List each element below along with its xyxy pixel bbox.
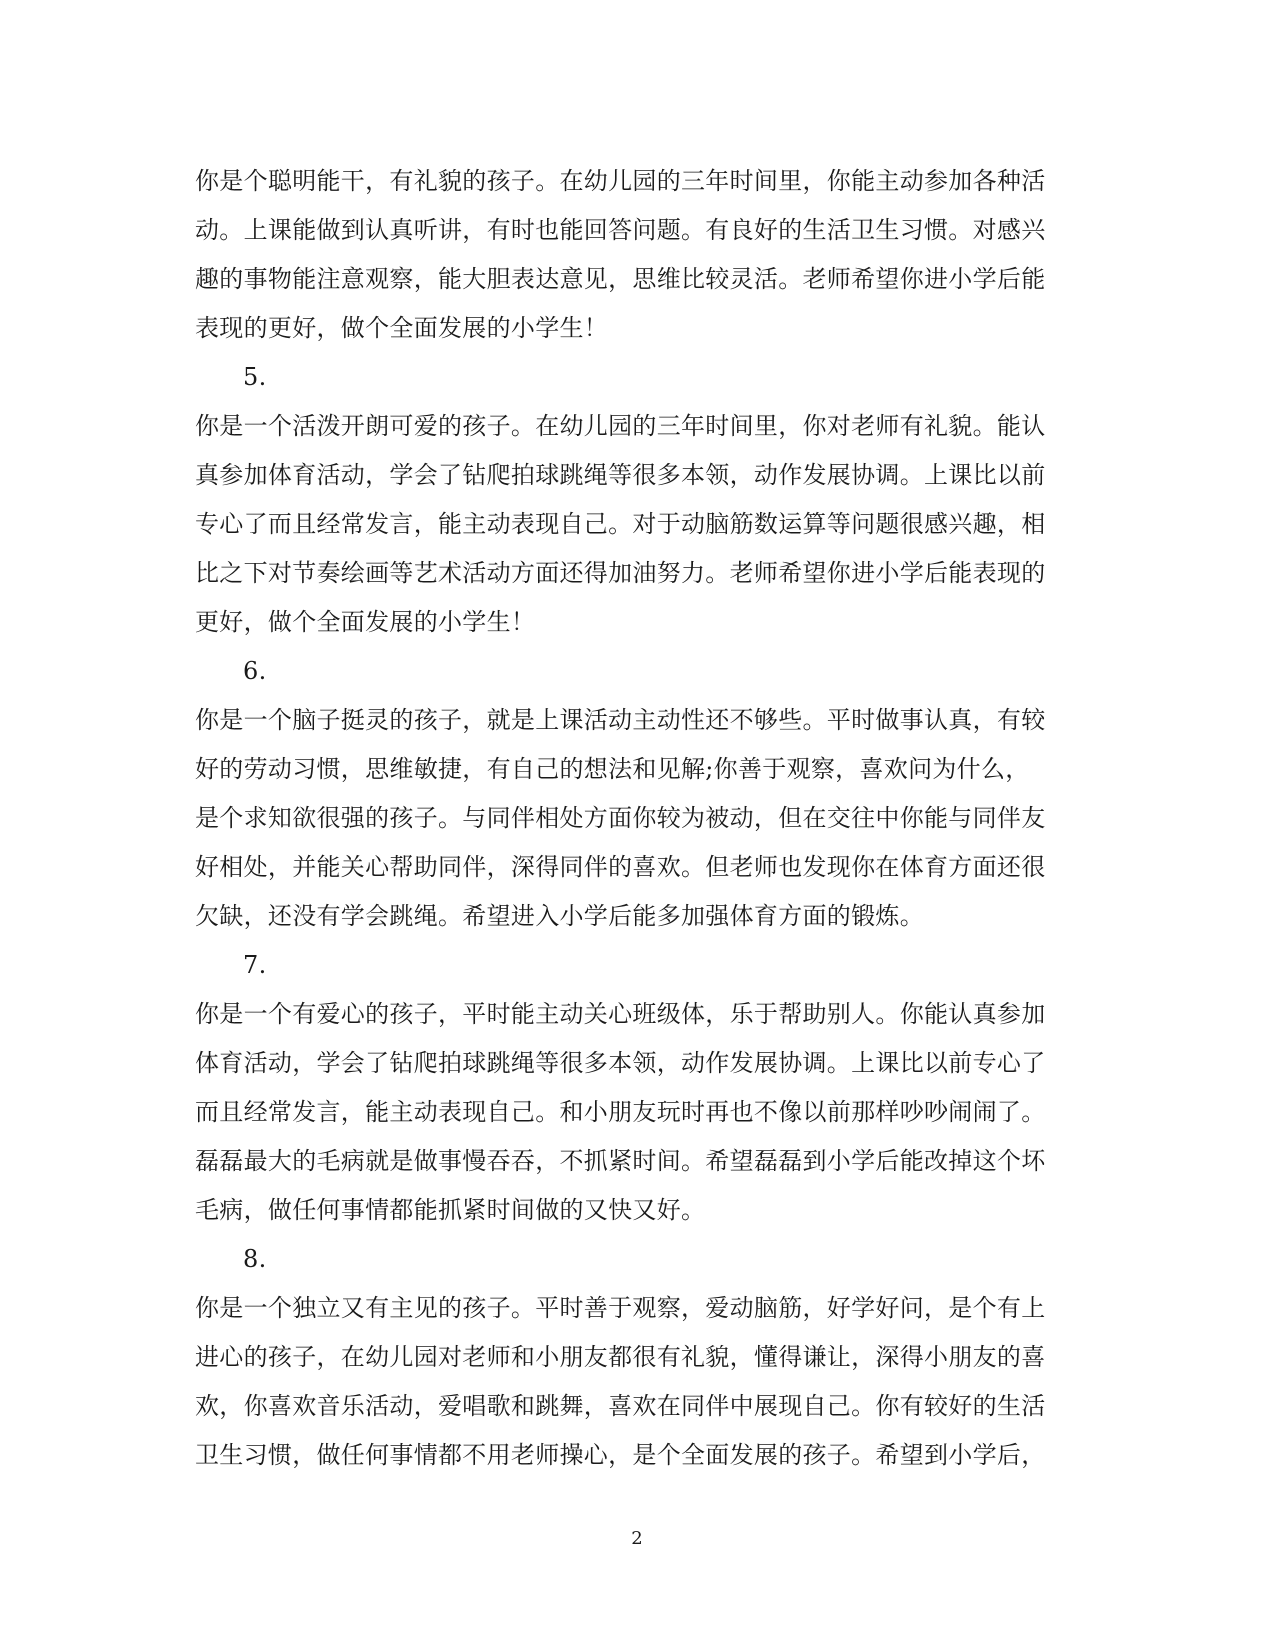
paragraph [195, 990, 1075, 1235]
text-line: 更好，做个全面发展的小学生！ [195, 608, 536, 636]
text-line: 你是个聪明能干，有礼貌的孩子。在幼儿园的三年时间里，你能主动参加各种活 [195, 167, 1046, 195]
text-line: 动。上课能做到认真听讲，有时也能回答问题。有良好的生活卫生习惯。对感兴 [195, 216, 1046, 244]
paragraph [195, 402, 1075, 647]
text-line: 体育活动，学会了钻爬拍球跳绳等很多本领，动作发展协调。上课比以前专心了 [195, 1049, 1046, 1077]
document-body [195, 157, 1075, 1480]
text-line: 欢，你喜欢音乐活动，爱唱歌和跳舞，喜欢在同伴中展现自己。你有较好的生活 [195, 1392, 1046, 1420]
paragraph [195, 157, 1075, 353]
page-number: 2 [631, 1528, 643, 1549]
text-line: 是个求知欲很强的孩子。与同伴相处方面你较为被动，但在交往中你能与同伴友 [195, 804, 1046, 832]
text-line: 欠缺，还没有学会跳绳。希望进入小学后能多加强体育方面的锻炼。 [195, 902, 924, 930]
text-line: 比之下对节奏绘画等艺术活动方面还得加油努力。老师希望你进小学后能表现的 [195, 559, 1046, 587]
paragraph [195, 1284, 1075, 1480]
text-line: 你是一个独立又有主见的孩子。平时善于观察，爱动脑筋，好学好问，是个有上 [195, 1294, 1046, 1322]
text-line: 毛病，做任何事情都能抓紧时间做的又快又好。 [195, 1196, 706, 1224]
item-number: 6. [243, 657, 267, 685]
text-line: 好的劳动习惯，思维敏捷，有自己的想法和见解;你善于观察，喜欢问为什么， [195, 755, 1030, 783]
text-line: 磊磊最大的毛病就是做事慢吞吞，不抓紧时间。希望磊磊到小学后能改掉这个坏 [195, 1147, 1046, 1175]
item-number: 5. [243, 363, 267, 391]
text-line: 真参加体育活动，学会了钻爬拍球跳绳等很多本领，动作发展协调。上课比以前 [195, 461, 1046, 489]
item-number: 8. [243, 1245, 267, 1273]
text-line: 表现的更好，做个全面发展的小学生！ [195, 314, 609, 342]
text-line: 好相处，并能关心帮助同伴，深得同伴的喜欢。但老师也发现你在体育方面还很 [195, 853, 1046, 881]
paragraph [195, 696, 1075, 941]
text-line: 而且经常发言，能主动表现自己。和小朋友玩时再也不像以前那样吵吵闹闹了。 [195, 1098, 1046, 1126]
item-number: 7. [243, 951, 267, 979]
text-line: 趣的事物能注意观察，能大胆表达意见，思维比较灵活。老师希望你进小学后能 [195, 265, 1046, 293]
text-line: 你是一个活泼开朗可爱的孩子。在幼儿园的三年时间里，你对老师有礼貌。能认 [195, 412, 1046, 440]
text-line: 你是一个脑子挺灵的孩子，就是上课活动主动性还不够些。平时做事认真，有较 [195, 706, 1046, 734]
text-line: 进心的孩子，在幼儿园对老师和小朋友都很有礼貌，懂得谦让，深得小朋友的喜 [195, 1343, 1046, 1371]
text-line: 卫生习惯，做任何事情都不用老师操心，是个全面发展的孩子。希望到小学后， [195, 1441, 1046, 1469]
text-line: 你是一个有爱心的孩子，平时能主动关心班级体，乐于帮助别人。你能认真参加 [195, 1000, 1046, 1028]
text-line: 专心了而且经常发言，能主动表现自己。对于动脑筋数运算等问题很感兴趣，相 [195, 510, 1046, 538]
